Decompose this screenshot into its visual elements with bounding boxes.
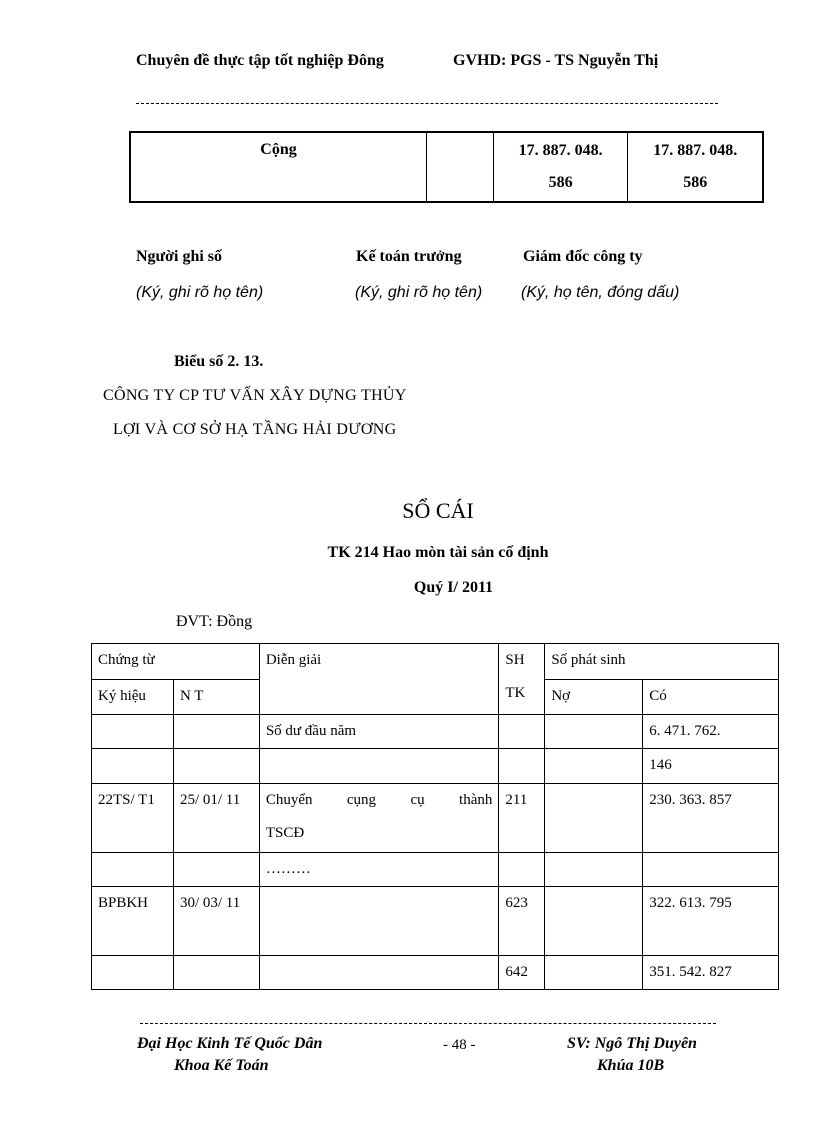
header-debit: Nợ [545,680,643,715]
header-account-line1: SH [505,652,525,668]
ledger-account: TK 214 Hao mòn tài sản cố định [327,544,549,561]
company-name-line2: LỢI VÀ CƠ SỞ HẠ TẦNG HẢI DƯƠNG [113,421,397,438]
footer-page-number: - 48 - [443,1037,476,1053]
exhibit-label: Biểu số 2. 13. [174,353,264,370]
total-label: Cộng [130,132,427,202]
row-description: Chuyển cụng cụ thành TSCĐ [259,784,499,853]
total-credit-line1: 17. 887. 048. [653,142,738,159]
header-account-line2: TK [505,685,526,701]
row-description [259,956,499,990]
table-row [92,715,779,749]
header-account [499,644,545,715]
row-credit: 351. 542. 827 [643,956,779,990]
ledger-title: SỔ CÁI [402,498,474,523]
row-code [92,749,174,784]
signature-note-recorder: (Ký, ghi rõ họ tên) [136,284,264,301]
header-voucher: Chứng từ [92,644,260,680]
row-code [92,853,174,887]
header-credit: Có [643,680,779,715]
signature-note-director: (Ký, họ tên, đóng dấu) [521,284,680,301]
row-account [499,749,545,784]
row-account [499,853,545,887]
row-description [259,887,499,956]
row-debit [545,956,643,990]
signature-title-recorder: Người ghi số [136,248,223,265]
header-date: N T [173,680,259,715]
footer-divider [140,1023,716,1024]
row-debit [545,715,643,749]
ledger-period: Quý I/ 2011 [413,579,494,596]
header-right-title: GVHD: PGS - TS Nguyễn Thị [453,52,659,69]
row-description [259,749,499,784]
footer-university: Đại Học Kinh Tế Quốc Dân [137,1035,323,1052]
header-amount: Số phát sinh [545,644,779,680]
signature-title-director: Giám đốc công ty [523,248,643,265]
row-credit: 146 [643,749,779,784]
signature-title-chief-accountant: Kế toán trưởng [356,248,462,265]
table-row [92,956,779,990]
table-row [92,887,779,956]
row-description: Số dư đầu năm [259,715,499,749]
total-debit-line1: 17. 887. 048. [518,142,603,159]
ledger-table [91,643,779,990]
header-left-title: Chuyên đề thực tập tốt nghiệp Đông [136,52,384,69]
table-row [92,749,779,784]
ledger-unit: ĐVT: Đồng [176,613,253,630]
header-divider [136,103,718,104]
total-table [129,131,764,203]
total-empty-cell [427,132,494,202]
row-account: 642 [499,956,545,990]
company-name-line1: CÔNG TY CP TƯ VẤN XÂY DỰNG THỦY [103,387,407,404]
total-credit-line2: 586 [683,174,708,191]
footer-faculty: Khoa Kế Toán [174,1057,269,1074]
row-debit [545,784,643,853]
row-date [173,715,259,749]
row-debit [545,853,643,887]
row-credit: 6. 471. 762. [643,715,779,749]
total-debit [493,132,628,202]
row-account [499,715,545,749]
signature-note-chief-accountant: (Ký, ghi rõ họ tên) [355,284,483,301]
row-code [92,715,174,749]
row-code [92,956,174,990]
row-code: 22TS/ T1 [92,784,174,853]
header-code: Ký hiệu [92,680,174,715]
total-debit-line2: 586 [548,174,573,191]
row-account: 623 [499,887,545,956]
row-date: 30/ 03/ 11 [173,887,259,956]
row-debit [545,749,643,784]
footer-student: SV: Ngô Thị Duyên [567,1035,697,1052]
row-account: 211 [499,784,545,853]
total-credit [628,132,763,202]
row-debit [545,887,643,956]
row-date [173,956,259,990]
row-credit [643,853,779,887]
table-row [92,853,779,887]
row-credit: 322. 613. 795 [643,887,779,956]
header-description: Diễn giải [259,644,499,715]
row-date: 25/ 01/ 11 [173,784,259,853]
row-code: BPBKH [92,887,174,956]
footer-cohort: Khúa 10B [597,1057,665,1074]
row-credit: 230. 363. 857 [643,784,779,853]
row-description: ……… [259,853,499,887]
row-date [173,749,259,784]
row-date [173,853,259,887]
table-row [92,784,779,853]
